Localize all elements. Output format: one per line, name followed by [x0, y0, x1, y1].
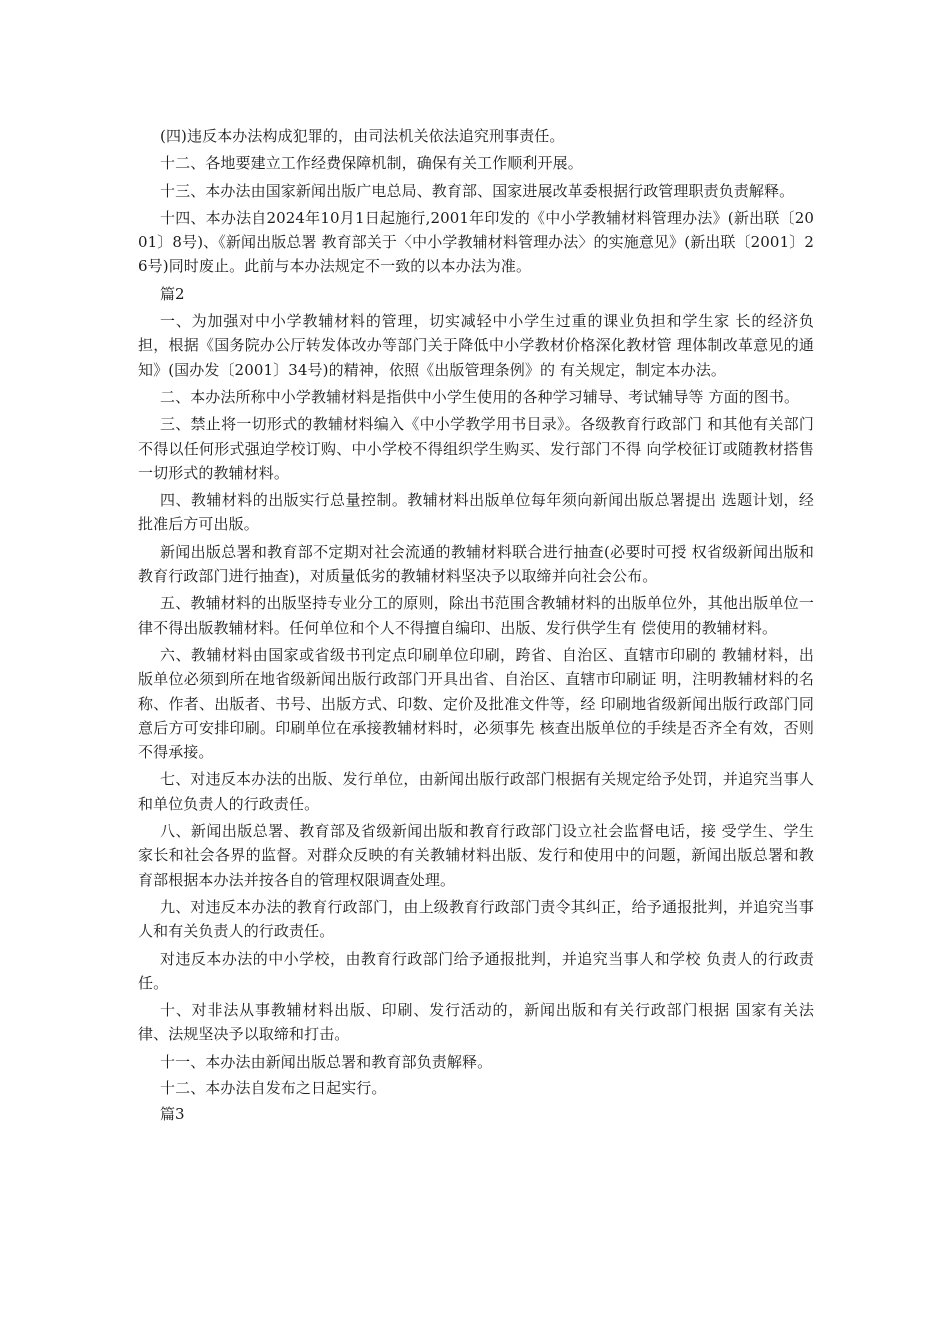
- section-heading-part-2: 篇2: [160, 284, 185, 303]
- paragraph-article-9-schools: 对违反本办法的中小学校，由教育行政部门给予通报批判，并追究当事人和学校 负责人的行政责任。: [138, 949, 814, 992]
- paragraph-article-1: 一、为加强对中小学教辅材料的管理，切实减轻中小学生过重的课业负担和学生家 长的经济负担，根据《国务院办公厅转发体改办等部门关于降低中小学教材价格深化教材管 理体制改革意见的通知》(国办发〔2001〕34号)的精神，依照《出版管理条例》的 有关规定，制定本办法。: [138, 312, 814, 379]
- section-heading-part-3: 篇3: [160, 1105, 185, 1124]
- paragraph-article-4: 四、教辅材料的出版实行总量控制。教辅材料出版单位每年须向新闻出版总署提出 选题计划，经批准后方可出版。: [138, 491, 814, 534]
- paragraph-article-8: 八、新闻出版总署、教育部及省级新闻出版和教育行政部门设立社会监督电话，接 受学生、学生家长和社会各界的监督。对群众反映的有关教辅材料出版、发行和使用中的问题，新闻出版总署和教育部根据本办法并按各自的管理权限调查处理。: [138, 822, 814, 889]
- paragraph-13-interpretation: 十三、本办法由国家新闻出版广电总局、教育部、国家进展改革委根据行政管理职责负责解释。: [160, 181, 795, 200]
- paragraph-article-5: 五、教辅材料的出版坚持专业分工的原则，除出书范围含教辅材料的出版单位外，其他出版单位一律不得出版教辅材料。任何单位和个人不得擅自编印、出版、发行供学生有 偿使用的教辅材料。: [138, 594, 814, 637]
- paragraph-article-4-inspection: 新闻出版总署和教育部不定期对社会流通的教辅材料联合进行抽查(必要时可授 权省级新闻出版和教育行政部门进行抽查)，对质量低劣的教辅材料坚决予以取缔并向社会公布。: [138, 542, 814, 586]
- paragraph-article-10: 十、对非法从事教辅材料出版、印刷、发行活动的，新闻出版和有关行政部门根据 国家有关法律、法规坚决予以取缔和打击。: [138, 1001, 814, 1044]
- paragraph-article-11: 十一、本办法由新闻出版总署和教育部负责解释。: [160, 1052, 493, 1071]
- paragraph-article-6: 六、教辅材料由国家或省级书刊定点印刷单位印刷，跨省、自治区、直辖市印刷的 教辅材料，出版单位必须到所在地省级新闻出版行政部门开具出省、自治区、直辖市印刷证 明，注明教辅材料的名称、作者、出版者、书号、出版方式、印数、定价及批准文件等，经 印刷地省级新闻出版行政部门同意后方可安排印刷。印刷单位在承接教辅材料时，必须事先 核查出版单位的手续是否齐全有效，否则不得承接。: [138, 645, 814, 762]
- paragraph-article-9: 九、对违反本办法的教育行政部门，由上级教育行政部门责令其纠正，给予通报批判，并追究当事人和有关负责人的行政责任。: [138, 897, 814, 941]
- paragraph-article-3: 三、禁止将一切形式的教辅材料编入《中小学教学用书目录》。各级教育行政部门 和其他有关部门不得以任何形式强迫学校订购、中小学校不得组织学生购买、发行部门不得 向学校征订或随教材搭售一切形式的教辅材料。: [138, 415, 814, 482]
- paragraph-article-7: 七、对违反本办法的出版、发行单位，由新闻出版行政部门根据有关规定给予处罚，并追究当事人和单位负责人的行政责任。: [138, 770, 814, 813]
- paragraph-criminal-liability: (四)违反本办法构成犯罪的，由司法机关依法追究刑事责任。: [160, 127, 565, 145]
- paragraph-article-12: 十二、本办法自发布之日起实行。: [160, 1078, 387, 1097]
- paragraph-article-2: 二、本办法所称中小学教辅材料是指供中小学生使用的各种学习辅导、考试辅导等 方面的图书。: [160, 387, 800, 406]
- document-page: [138, 124, 814, 1130]
- paragraph-14-effective-date: 十四、本办法自2024年10月1日起施行,2001年印发的《中小学教辅材料管理办法》(新出联〔2001〕8号)、《新闻出版总署 教育部关于〈中小学教辅材料管理办法〉的实施意见》(新出联〔2001〕26号)同时废止。此前与本办法规定不一致的以本办法为准。: [138, 208, 814, 276]
- paragraph-12-funding: 十二、各地要建立工作经费保障机制，确保有关工作顺利开展。: [160, 154, 583, 173]
